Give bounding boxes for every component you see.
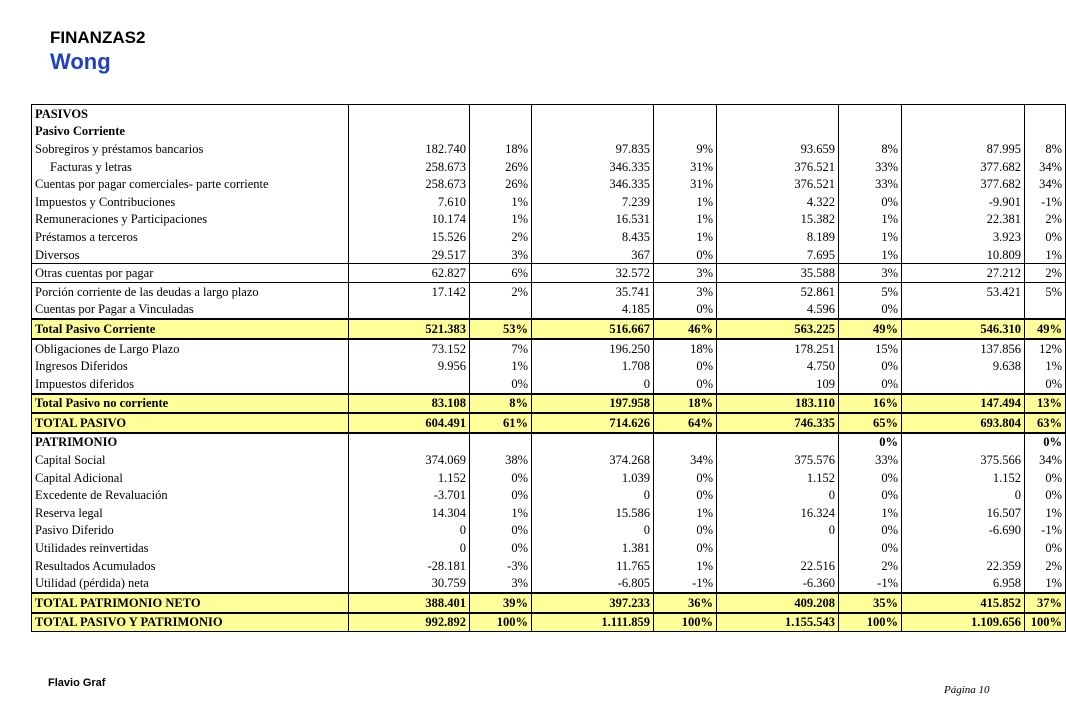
percent-cell: -1%: [1025, 522, 1066, 540]
amount-cell: 183.110: [717, 394, 839, 414]
percent-cell: 8%: [470, 394, 532, 414]
amount-cell: [349, 123, 470, 141]
table-row: [32, 504, 1066, 522]
amount-cell: 30.759: [349, 574, 470, 593]
percent-cell: 39%: [470, 593, 532, 613]
amount-cell: 197.958: [532, 394, 654, 414]
percent-cell: 13%: [1025, 394, 1066, 414]
amount-cell: 4.596: [717, 301, 839, 320]
amount-cell: 22.516: [717, 557, 839, 575]
table-row: [32, 593, 1066, 613]
row-label: Impuestos diferidos: [32, 375, 349, 394]
amount-cell: 35.588: [717, 264, 839, 283]
percent-cell: 18%: [654, 339, 717, 358]
percent-cell: 0%: [654, 357, 717, 375]
row-label: Obligaciones de Largo Plazo: [32, 339, 349, 358]
percent-cell: 7%: [470, 339, 532, 358]
percent-cell: 8%: [839, 140, 902, 158]
amount-cell: 7.695: [717, 246, 839, 264]
amount-cell: -3.701: [349, 486, 470, 504]
amount-cell: 8.189: [717, 228, 839, 246]
amount-cell: 0: [532, 375, 654, 394]
course-name: FINANZAS2: [50, 28, 146, 47]
amount-cell: 109: [717, 375, 839, 394]
row-label: Impuestos y Contribuciones: [32, 193, 349, 211]
amount-cell: 15.382: [717, 211, 839, 229]
amount-cell: 87.995: [902, 140, 1025, 158]
percent-cell: 0%: [654, 301, 717, 320]
row-label: Excedente de Revaluación: [32, 486, 349, 504]
percent-cell: 2%: [1025, 211, 1066, 229]
table-row: [32, 574, 1066, 593]
amount-cell: [717, 433, 839, 452]
percent-cell: 2%: [470, 228, 532, 246]
amount-cell: 746.335: [717, 413, 839, 433]
amount-cell: 1.155.543: [717, 613, 839, 632]
amount-cell: 377.682: [902, 158, 1025, 176]
amount-cell: 62.827: [349, 264, 470, 283]
percent-cell: 2%: [839, 557, 902, 575]
amount-cell: 1.708: [532, 357, 654, 375]
amount-cell: [717, 539, 839, 557]
amount-cell: 53.421: [902, 282, 1025, 300]
footer-author: Flavio Graf: [48, 677, 106, 689]
percent-cell: 16%: [839, 394, 902, 414]
table-row: [32, 394, 1066, 414]
amount-cell: 4.750: [717, 357, 839, 375]
percent-cell: 1%: [1025, 574, 1066, 593]
percent-cell: [654, 433, 717, 452]
percent-cell: 0%: [470, 539, 532, 557]
percent-cell: [470, 301, 532, 320]
percent-cell: 31%: [654, 175, 717, 193]
amount-cell: 377.682: [902, 175, 1025, 193]
percent-cell: 2%: [470, 282, 532, 300]
percent-cell: 1%: [470, 357, 532, 375]
percent-cell: 0%: [470, 375, 532, 394]
percent-cell: [654, 123, 717, 141]
percent-cell: 61%: [470, 413, 532, 433]
amount-cell: [532, 433, 654, 452]
amount-cell: 22.381: [902, 211, 1025, 229]
amount-cell: 604.491: [349, 413, 470, 433]
amount-cell: 15.586: [532, 504, 654, 522]
percent-cell: 49%: [1025, 319, 1066, 339]
amount-cell: 178.251: [717, 339, 839, 358]
row-label: Total Pasivo Corriente: [32, 319, 349, 339]
table-row: [32, 193, 1066, 211]
amount-cell: 367: [532, 246, 654, 264]
amount-cell: 196.250: [532, 339, 654, 358]
amount-cell: 0: [717, 522, 839, 540]
percent-cell: 0%: [839, 539, 902, 557]
table-row: [32, 105, 1066, 123]
percent-cell: 6%: [470, 264, 532, 283]
percent-cell: -1%: [1025, 193, 1066, 211]
percent-cell: 33%: [839, 158, 902, 176]
percent-cell: 0%: [839, 357, 902, 375]
percent-cell: [1025, 105, 1066, 123]
document-title: Wong: [50, 49, 111, 74]
amount-cell: 17.142: [349, 282, 470, 300]
table-row: [32, 140, 1066, 158]
table-row: [32, 175, 1066, 193]
row-label: Total Pasivo no corriente: [32, 394, 349, 414]
amount-cell: [717, 105, 839, 123]
page-number: Página 10: [944, 684, 990, 696]
row-label: Cuentas por Pagar a Vinculadas: [32, 301, 349, 320]
amount-cell: 137.856: [902, 339, 1025, 358]
amount-cell: 9.638: [902, 357, 1025, 375]
percent-cell: 100%: [654, 613, 717, 632]
table-row: [32, 522, 1066, 540]
amount-cell: 1.039: [532, 469, 654, 487]
table-row: [32, 375, 1066, 394]
percent-cell: [470, 433, 532, 452]
amount-cell: [717, 123, 839, 141]
amount-cell: 22.359: [902, 557, 1025, 575]
amount-cell: 374.069: [349, 451, 470, 469]
amount-cell: 563.225: [717, 319, 839, 339]
percent-cell: 2%: [1025, 557, 1066, 575]
amount-cell: 14.304: [349, 504, 470, 522]
amount-cell: [349, 433, 470, 452]
percent-cell: 3%: [470, 246, 532, 264]
amount-cell: 4.185: [532, 301, 654, 320]
row-label: Ingresos Diferidos: [32, 357, 349, 375]
percent-cell: [1025, 301, 1066, 320]
percent-cell: 0%: [470, 469, 532, 487]
percent-cell: [839, 105, 902, 123]
percent-cell: 35%: [839, 593, 902, 613]
percent-cell: 33%: [839, 175, 902, 193]
amount-cell: 35.741: [532, 282, 654, 300]
percent-cell: 1%: [839, 504, 902, 522]
amount-cell: 0: [717, 486, 839, 504]
table-row: [32, 228, 1066, 246]
amount-cell: [349, 105, 470, 123]
amount-cell: 1.109.656: [902, 613, 1025, 632]
table-row: [32, 433, 1066, 452]
percent-cell: 1%: [654, 557, 717, 575]
amount-cell: 0: [349, 539, 470, 557]
amount-cell: -6.690: [902, 522, 1025, 540]
amount-cell: 27.212: [902, 264, 1025, 283]
amount-cell: 397.233: [532, 593, 654, 613]
amount-cell: 376.521: [717, 175, 839, 193]
amount-cell: 16.507: [902, 504, 1025, 522]
percent-cell: 100%: [839, 613, 902, 632]
amount-cell: 346.335: [532, 175, 654, 193]
row-label: Préstamos a terceros: [32, 228, 349, 246]
amount-cell: [902, 539, 1025, 557]
amount-cell: 1.152: [717, 469, 839, 487]
table-row: [32, 319, 1066, 339]
amount-cell: -9.901: [902, 193, 1025, 211]
amount-cell: 1.152: [349, 469, 470, 487]
row-label: TOTAL PASIVO: [32, 413, 349, 433]
percent-cell: 3%: [839, 264, 902, 283]
percent-cell: 0%: [839, 433, 902, 452]
percent-cell: 0%: [470, 486, 532, 504]
percent-cell: 0%: [839, 301, 902, 320]
percent-cell: 26%: [470, 175, 532, 193]
percent-cell: 0%: [839, 193, 902, 211]
percent-cell: [470, 105, 532, 123]
amount-cell: 147.494: [902, 394, 1025, 414]
amount-cell: [349, 375, 470, 394]
percent-cell: 12%: [1025, 339, 1066, 358]
amount-cell: 521.383: [349, 319, 470, 339]
percent-cell: 37%: [1025, 593, 1066, 613]
amount-cell: 10.809: [902, 246, 1025, 264]
amount-cell: 11.765: [532, 557, 654, 575]
amount-cell: 0: [349, 522, 470, 540]
percent-cell: 0%: [839, 486, 902, 504]
amount-cell: 97.835: [532, 140, 654, 158]
amount-cell: 0: [532, 486, 654, 504]
amount-cell: 7.610: [349, 193, 470, 211]
amount-cell: 52.861: [717, 282, 839, 300]
row-label: Capital Adicional: [32, 469, 349, 487]
amount-cell: 374.268: [532, 451, 654, 469]
percent-cell: 3%: [470, 574, 532, 593]
percent-cell: 0%: [1025, 375, 1066, 394]
percent-cell: 0%: [839, 522, 902, 540]
amount-cell: 1.152: [902, 469, 1025, 487]
amount-cell: [902, 123, 1025, 141]
row-label: Facturas y letras: [32, 158, 349, 176]
percent-cell: 31%: [654, 158, 717, 176]
amount-cell: 693.804: [902, 413, 1025, 433]
amount-cell: 0: [902, 486, 1025, 504]
percent-cell: 1%: [470, 193, 532, 211]
amount-cell: 182.740: [349, 140, 470, 158]
percent-cell: 0%: [1025, 469, 1066, 487]
percent-cell: 46%: [654, 319, 717, 339]
percent-cell: 34%: [1025, 158, 1066, 176]
row-label: Remuneraciones y Participaciones: [32, 211, 349, 229]
percent-cell: 33%: [839, 451, 902, 469]
amount-cell: 1.381: [532, 539, 654, 557]
row-label: Capital Social: [32, 451, 349, 469]
amount-cell: 0: [532, 522, 654, 540]
percent-cell: 3%: [654, 264, 717, 283]
percent-cell: [654, 105, 717, 123]
amount-cell: 1.111.859: [532, 613, 654, 632]
amount-cell: 992.892: [349, 613, 470, 632]
amount-cell: 7.239: [532, 193, 654, 211]
row-label: Pasivo Corriente: [32, 123, 349, 141]
row-label: TOTAL PATRIMONIO NETO: [32, 593, 349, 613]
percent-cell: [839, 123, 902, 141]
amount-cell: 516.667: [532, 319, 654, 339]
amount-cell: 83.108: [349, 394, 470, 414]
amount-cell: 546.310: [902, 319, 1025, 339]
amount-cell: 375.566: [902, 451, 1025, 469]
table-row: [32, 357, 1066, 375]
percent-cell: 0%: [654, 246, 717, 264]
table-row: [32, 486, 1066, 504]
amount-cell: 375.576: [717, 451, 839, 469]
percent-cell: 36%: [654, 593, 717, 613]
percent-cell: 49%: [839, 319, 902, 339]
row-label: Diversos: [32, 246, 349, 264]
row-label: Cuentas por pagar comerciales- parte corriente: [32, 175, 349, 193]
table-row: [32, 339, 1066, 358]
amount-cell: [532, 105, 654, 123]
percent-cell: 1%: [1025, 246, 1066, 264]
row-label: TOTAL PASIVO Y PATRIMONIO: [32, 613, 349, 632]
amount-cell: [902, 301, 1025, 320]
amount-cell: 376.521: [717, 158, 839, 176]
amount-cell: 32.572: [532, 264, 654, 283]
percent-cell: 2%: [1025, 264, 1066, 283]
row-label: Resultados Acumulados: [32, 557, 349, 575]
percent-cell: 1%: [839, 246, 902, 264]
percent-cell: 0%: [1025, 539, 1066, 557]
amount-cell: 15.526: [349, 228, 470, 246]
row-label: Utilidades reinvertidas: [32, 539, 349, 557]
amount-cell: 415.852: [902, 593, 1025, 613]
row-label: Pasivo Diferido: [32, 522, 349, 540]
percent-cell: 34%: [1025, 451, 1066, 469]
row-label: Utilidad (pérdida) neta: [32, 574, 349, 593]
percent-cell: 63%: [1025, 413, 1066, 433]
amount-cell: 29.517: [349, 246, 470, 264]
percent-cell: -3%: [470, 557, 532, 575]
percent-cell: 1%: [654, 211, 717, 229]
percent-cell: 100%: [470, 613, 532, 632]
amount-cell: [532, 123, 654, 141]
percent-cell: 1%: [1025, 504, 1066, 522]
percent-cell: [470, 123, 532, 141]
percent-cell: 64%: [654, 413, 717, 433]
percent-cell: -1%: [654, 574, 717, 593]
amount-cell: 258.673: [349, 175, 470, 193]
percent-cell: 5%: [839, 282, 902, 300]
table-row: [32, 301, 1066, 320]
table-row: [32, 264, 1066, 283]
amount-cell: 409.208: [717, 593, 839, 613]
row-label: PASIVOS: [32, 105, 349, 123]
table-row: [32, 539, 1066, 557]
table-row: [32, 413, 1066, 433]
percent-cell: 0%: [654, 486, 717, 504]
percent-cell: 0%: [654, 375, 717, 394]
amount-cell: 388.401: [349, 593, 470, 613]
percent-cell: 0%: [839, 375, 902, 394]
table-row: [32, 469, 1066, 487]
amount-cell: 10.174: [349, 211, 470, 229]
percent-cell: 9%: [654, 140, 717, 158]
table-row: [32, 211, 1066, 229]
percent-cell: [1025, 123, 1066, 141]
table-row: [32, 451, 1066, 469]
percent-cell: 1%: [654, 504, 717, 522]
amount-cell: 258.673: [349, 158, 470, 176]
percent-cell: 0%: [1025, 433, 1066, 452]
percent-cell: 18%: [470, 140, 532, 158]
amount-cell: 6.958: [902, 574, 1025, 593]
table-row: [32, 123, 1066, 141]
percent-cell: 3%: [654, 282, 717, 300]
amount-cell: -28.181: [349, 557, 470, 575]
percent-cell: 8%: [1025, 140, 1066, 158]
table-row: [32, 613, 1066, 632]
percent-cell: 18%: [654, 394, 717, 414]
amount-cell: 16.324: [717, 504, 839, 522]
row-label: Sobregiros y préstamos bancarios: [32, 140, 349, 158]
table-row: [32, 158, 1066, 176]
percent-cell: 65%: [839, 413, 902, 433]
percent-cell: -1%: [839, 574, 902, 593]
balance-sheet-table: [31, 104, 1066, 632]
amount-cell: [349, 301, 470, 320]
row-label: Reserva legal: [32, 504, 349, 522]
amount-cell: 93.659: [717, 140, 839, 158]
percent-cell: 1%: [470, 504, 532, 522]
amount-cell: 16.531: [532, 211, 654, 229]
percent-cell: 53%: [470, 319, 532, 339]
percent-cell: 1%: [839, 228, 902, 246]
row-label: Porción corriente de las deudas a largo plazo: [32, 282, 349, 300]
percent-cell: 0%: [470, 522, 532, 540]
percent-cell: 0%: [654, 469, 717, 487]
percent-cell: 1%: [470, 211, 532, 229]
amount-cell: 73.152: [349, 339, 470, 358]
percent-cell: 1%: [654, 228, 717, 246]
percent-cell: 34%: [654, 451, 717, 469]
amount-cell: -6.805: [532, 574, 654, 593]
percent-cell: 1%: [839, 211, 902, 229]
percent-cell: 0%: [1025, 228, 1066, 246]
percent-cell: 0%: [1025, 486, 1066, 504]
amount-cell: -6.360: [717, 574, 839, 593]
table-row: [32, 557, 1066, 575]
percent-cell: 26%: [470, 158, 532, 176]
percent-cell: 34%: [1025, 175, 1066, 193]
amount-cell: 9.956: [349, 357, 470, 375]
percent-cell: 0%: [654, 539, 717, 557]
amount-cell: 3.923: [902, 228, 1025, 246]
percent-cell: 38%: [470, 451, 532, 469]
percent-cell: 5%: [1025, 282, 1066, 300]
amount-cell: [902, 375, 1025, 394]
amount-cell: [902, 433, 1025, 452]
table-row: [32, 246, 1066, 264]
percent-cell: 100%: [1025, 613, 1066, 632]
table-row: [32, 282, 1066, 300]
amount-cell: 346.335: [532, 158, 654, 176]
amount-cell: 714.626: [532, 413, 654, 433]
percent-cell: 1%: [654, 193, 717, 211]
percent-cell: 1%: [1025, 357, 1066, 375]
amount-cell: 8.435: [532, 228, 654, 246]
row-label: Otras cuentas por pagar: [32, 264, 349, 283]
row-label: PATRIMONIO: [32, 433, 349, 452]
percent-cell: 15%: [839, 339, 902, 358]
amount-cell: 4.322: [717, 193, 839, 211]
percent-cell: 0%: [654, 522, 717, 540]
amount-cell: [902, 105, 1025, 123]
percent-cell: 0%: [839, 469, 902, 487]
